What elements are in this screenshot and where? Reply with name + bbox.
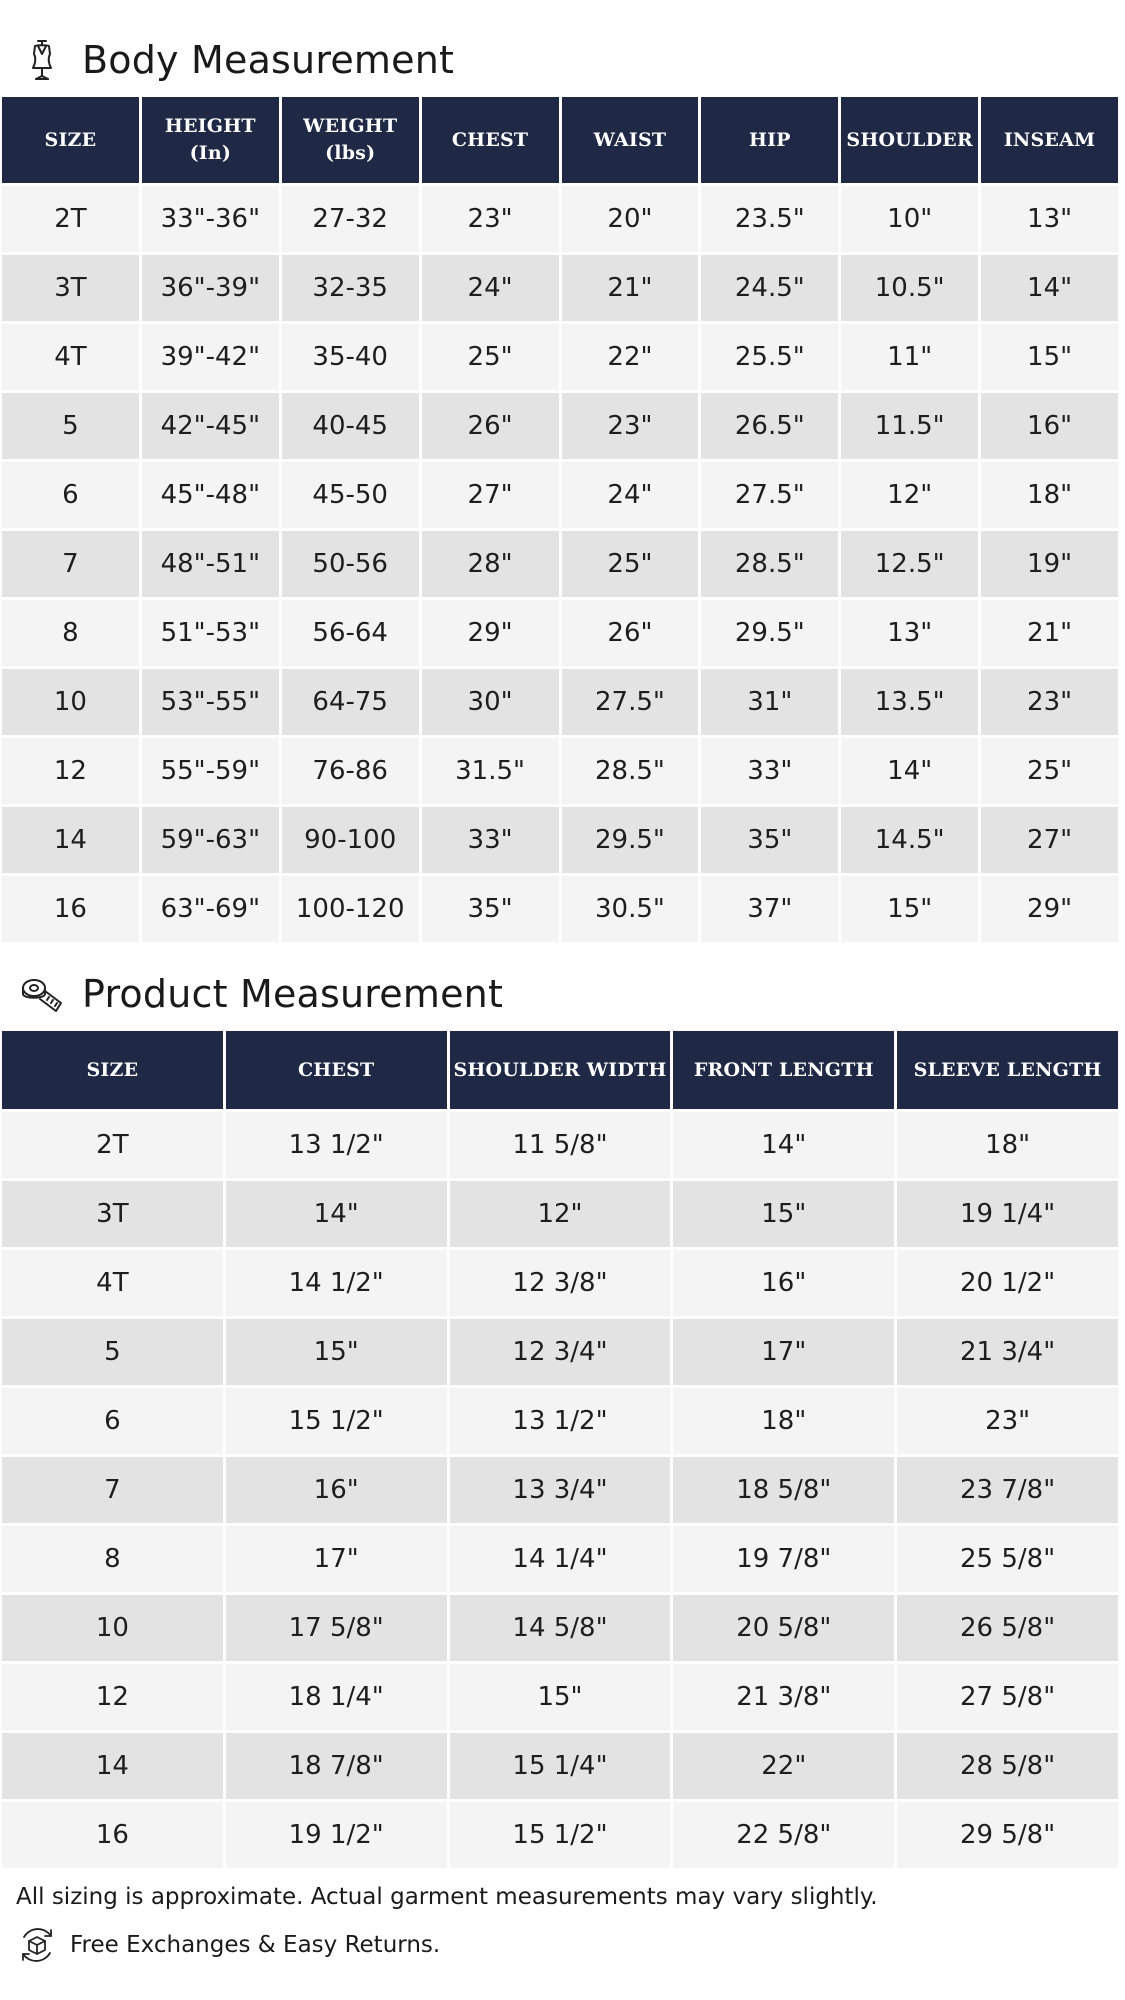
measurement-cell: 42"-45" [142, 393, 279, 459]
body-measurement-table [0, 94, 1121, 945]
measurement-cell: 12.5" [841, 531, 978, 597]
measurement-cell: 13 3/4" [450, 1457, 671, 1523]
size-cell: 6 [2, 462, 139, 528]
measurement-cell: 28.5" [701, 531, 838, 597]
returns-notice [16, 1924, 440, 1966]
measurement-cell: 10" [841, 186, 978, 252]
measurement-cell: 25" [562, 531, 699, 597]
column-header-text: WEIGHT [303, 115, 398, 137]
measurement-cell: 56-64 [282, 600, 419, 666]
measurement-cell: 18 7/8" [226, 1733, 447, 1799]
column-header [673, 1031, 894, 1109]
measurement-cell: 13.5" [841, 669, 978, 735]
measurement-cell: 14" [673, 1112, 894, 1178]
measurement-cell: 33" [422, 807, 559, 873]
measurement-cell: 33"-36" [142, 186, 279, 252]
table-row [2, 669, 1118, 735]
measurement-cell: 51"-53" [142, 600, 279, 666]
measurement-cell: 59"-63" [142, 807, 279, 873]
size-cell: 3T [2, 1181, 223, 1247]
measurement-cell: 20" [562, 186, 699, 252]
size-cell: 10 [2, 1595, 223, 1661]
measurement-cell: 21" [562, 255, 699, 321]
measurement-cell: 22 5/8" [673, 1802, 894, 1868]
measurement-cell: 29 5/8" [897, 1802, 1118, 1868]
measurement-cell: 21 3/8" [673, 1664, 894, 1730]
measurement-cell: 14 1/4" [450, 1526, 671, 1592]
size-cell: 10 [2, 669, 139, 735]
measurement-cell: 30.5" [562, 876, 699, 942]
measurement-cell: 26" [422, 393, 559, 459]
column-header-text: (In) [189, 142, 232, 164]
measurement-cell: 17 5/8" [226, 1595, 447, 1661]
measurement-cell: 31" [701, 669, 838, 735]
table-row [2, 876, 1118, 942]
table-row [2, 462, 1118, 528]
measurement-cell: 23" [981, 669, 1118, 735]
measurement-cell: 18 5/8" [673, 1457, 894, 1523]
column-header [226, 1031, 447, 1109]
table-row [2, 1664, 1118, 1730]
size-cell: 2T [2, 1112, 223, 1178]
measurement-cell: 19" [981, 531, 1118, 597]
column-header [562, 97, 699, 183]
table-header-row [2, 97, 1118, 183]
measurement-cell: 24" [422, 255, 559, 321]
table-row [2, 1802, 1118, 1868]
measurement-cell: 27" [422, 462, 559, 528]
size-cell: 12 [2, 1664, 223, 1730]
column-header [981, 97, 1118, 183]
measurement-cell: 40-45 [282, 393, 419, 459]
measurement-cell: 45"-48" [142, 462, 279, 528]
measurement-cell: 23 7/8" [897, 1457, 1118, 1523]
measurement-cell: 17" [673, 1319, 894, 1385]
measurement-cell: 90-100 [282, 807, 419, 873]
measurement-cell: 53"-55" [142, 669, 279, 735]
measurement-cell: 20 5/8" [673, 1595, 894, 1661]
column-header [450, 1031, 671, 1109]
section-title: Product Measurement [82, 972, 504, 1016]
size-cell: 4T [2, 324, 139, 390]
measurement-cell: 12 3/8" [450, 1250, 671, 1316]
table-row [2, 600, 1118, 666]
measurement-cell: 19 1/2" [226, 1802, 447, 1868]
column-header-text: CHEST [451, 128, 529, 151]
measurement-cell: 45-50 [282, 462, 419, 528]
measurement-cell: 15" [673, 1181, 894, 1247]
measurement-cell: 18 1/4" [226, 1664, 447, 1730]
measurement-cell: 48"-51" [142, 531, 279, 597]
size-cell: 14 [2, 807, 139, 873]
measurement-cell: 25" [981, 738, 1118, 804]
measurement-cell: 11.5" [841, 393, 978, 459]
measurement-cell: 14 5/8" [450, 1595, 671, 1661]
size-cell: 14 [2, 1733, 223, 1799]
size-cell: 2T [2, 186, 139, 252]
measurement-cell: 14 1/2" [226, 1250, 447, 1316]
measurement-cell: 13 1/2" [450, 1388, 671, 1454]
size-cell: 6 [2, 1388, 223, 1454]
table-row [2, 1250, 1118, 1316]
measurement-cell: 33" [701, 738, 838, 804]
column-header-text: SIZE [86, 1058, 139, 1081]
table-row [2, 531, 1118, 597]
table-row [2, 255, 1118, 321]
size-cell: 3T [2, 255, 139, 321]
measurement-cell: 14" [226, 1181, 447, 1247]
column-header-text: (lbs) [325, 142, 376, 164]
measurement-cell: 27 5/8" [897, 1664, 1118, 1730]
measurement-cell: 35-40 [282, 324, 419, 390]
table-row [2, 738, 1118, 804]
column-header-text: WAIST [593, 128, 667, 151]
measurement-cell: 24" [562, 462, 699, 528]
measurement-cell: 19 1/4" [897, 1181, 1118, 1247]
dress-form-icon [20, 38, 64, 82]
measurement-cell: 12 3/4" [450, 1319, 671, 1385]
size-cell: 16 [2, 876, 139, 942]
measurement-cell: 21 3/4" [897, 1319, 1118, 1385]
table-row [2, 1526, 1118, 1592]
measurement-cell: 37" [701, 876, 838, 942]
column-header-text: SIZE [44, 128, 97, 151]
returns-text: Free Exchanges & Easy Returns. [70, 1932, 441, 1958]
measurement-cell: 23.5" [701, 186, 838, 252]
table-row [2, 393, 1118, 459]
measurement-cell: 27-32 [282, 186, 419, 252]
column-header [422, 97, 559, 183]
measurement-cell: 14" [981, 255, 1118, 321]
measurement-cell: 15" [981, 324, 1118, 390]
column-header-text: CHEST [297, 1058, 375, 1081]
size-cell: 5 [2, 1319, 223, 1385]
product-measurement-table [0, 1028, 1121, 1871]
measurement-cell: 28 5/8" [897, 1733, 1118, 1799]
column-header-text: SLEEVE LENGTH [913, 1058, 1102, 1081]
measurement-cell: 14.5" [841, 807, 978, 873]
section-title: Body Measurement [82, 38, 455, 82]
measurement-cell: 28.5" [562, 738, 699, 804]
size-cell: 8 [2, 1526, 223, 1592]
column-header [282, 97, 419, 183]
measurement-cell: 16" [981, 393, 1118, 459]
measurement-cell: 25 5/8" [897, 1526, 1118, 1592]
measurement-cell: 36"-39" [142, 255, 279, 321]
table-row [2, 1319, 1118, 1385]
column-header-text: SHOULDER [846, 128, 973, 151]
measurement-cell: 30" [422, 669, 559, 735]
measurement-cell: 10.5" [841, 255, 978, 321]
measurement-cell: 15 1/2" [450, 1802, 671, 1868]
table-row [2, 1457, 1118, 1523]
table-row [2, 1181, 1118, 1247]
measurement-cell: 39"-42" [142, 324, 279, 390]
measurement-cell: 12" [450, 1181, 671, 1247]
measurement-cell: 55"-59" [142, 738, 279, 804]
measurement-cell: 27" [981, 807, 1118, 873]
measurement-cell: 25.5" [701, 324, 838, 390]
product-measurement-heading [20, 964, 503, 1024]
measurement-cell: 76-86 [282, 738, 419, 804]
measurement-cell: 11 5/8" [450, 1112, 671, 1178]
measurement-cell: 50-56 [282, 531, 419, 597]
column-header [2, 97, 139, 183]
measurement-cell: 28" [422, 531, 559, 597]
box-exchange-icon [16, 1924, 58, 1966]
measurement-cell: 29" [422, 600, 559, 666]
measurement-cell: 11" [841, 324, 978, 390]
measurement-cell: 18" [897, 1112, 1118, 1178]
measurement-cell: 15" [226, 1319, 447, 1385]
measurement-cell: 29.5" [701, 600, 838, 666]
measurement-cell: 12" [841, 462, 978, 528]
size-cell: 4T [2, 1250, 223, 1316]
measurement-cell: 19 7/8" [673, 1526, 894, 1592]
table-row [2, 1733, 1118, 1799]
column-header-text: HEIGHT [164, 115, 256, 137]
size-cell: 12 [2, 738, 139, 804]
table-row [2, 1112, 1118, 1178]
size-cell: 7 [2, 1457, 223, 1523]
measurement-cell: 26.5" [701, 393, 838, 459]
measurement-cell: 18" [673, 1388, 894, 1454]
table-row [2, 1388, 1118, 1454]
measurement-cell: 64-75 [282, 669, 419, 735]
measurement-cell: 21" [981, 600, 1118, 666]
table-row [2, 807, 1118, 873]
size-cell: 8 [2, 600, 139, 666]
size-cell: 7 [2, 531, 139, 597]
measurement-cell: 15" [841, 876, 978, 942]
column-header-text: SHOULDER WIDTH [453, 1058, 667, 1081]
column-header [701, 97, 838, 183]
measurement-cell: 100-120 [282, 876, 419, 942]
measurement-cell: 24.5" [701, 255, 838, 321]
measurement-cell: 32-35 [282, 255, 419, 321]
measurement-cell: 23" [422, 186, 559, 252]
measurement-cell: 29" [981, 876, 1118, 942]
size-cell: 5 [2, 393, 139, 459]
measurement-cell: 23" [897, 1388, 1118, 1454]
column-header-text: INSEAM [1003, 128, 1096, 151]
measurement-cell: 17" [226, 1526, 447, 1592]
measurement-cell: 15" [450, 1664, 671, 1730]
measurement-cell: 16" [226, 1457, 447, 1523]
measurement-cell: 20 1/2" [897, 1250, 1118, 1316]
measurement-cell: 35" [701, 807, 838, 873]
measurement-cell: 13 1/2" [226, 1112, 447, 1178]
measuring-tape-icon [20, 972, 64, 1016]
size-cell: 16 [2, 1802, 223, 1868]
measurement-cell: 14" [841, 738, 978, 804]
column-header [2, 1031, 223, 1109]
measurement-cell: 63"-69" [142, 876, 279, 942]
measurement-cell: 22" [673, 1733, 894, 1799]
table-row [2, 186, 1118, 252]
measurement-cell: 25" [422, 324, 559, 390]
table-row [2, 324, 1118, 390]
measurement-cell: 18" [981, 462, 1118, 528]
measurement-cell: 15 1/4" [450, 1733, 671, 1799]
measurement-cell: 22" [562, 324, 699, 390]
measurement-cell: 15 1/2" [226, 1388, 447, 1454]
measurement-cell: 16" [673, 1250, 894, 1316]
column-header [142, 97, 279, 183]
measurement-cell: 27.5" [701, 462, 838, 528]
measurement-cell: 26" [562, 600, 699, 666]
measurement-cell: 23" [562, 393, 699, 459]
table-row [2, 1595, 1118, 1661]
column-header-text: HIP [748, 128, 791, 151]
body-measurement-heading [20, 30, 454, 90]
measurement-cell: 13" [981, 186, 1118, 252]
measurement-cell: 26 5/8" [897, 1595, 1118, 1661]
measurement-cell: 27.5" [562, 669, 699, 735]
sizing-disclaimer: All sizing is approximate. Actual garment measurements may vary slightly. [16, 1884, 878, 1910]
measurement-cell: 13" [841, 600, 978, 666]
table-header-row [2, 1031, 1118, 1109]
measurement-cell: 31.5" [422, 738, 559, 804]
column-header [897, 1031, 1118, 1109]
column-header [841, 97, 978, 183]
measurement-cell: 29.5" [562, 807, 699, 873]
measurement-cell: 35" [422, 876, 559, 942]
column-header-text: FRONT LENGTH [693, 1058, 874, 1081]
